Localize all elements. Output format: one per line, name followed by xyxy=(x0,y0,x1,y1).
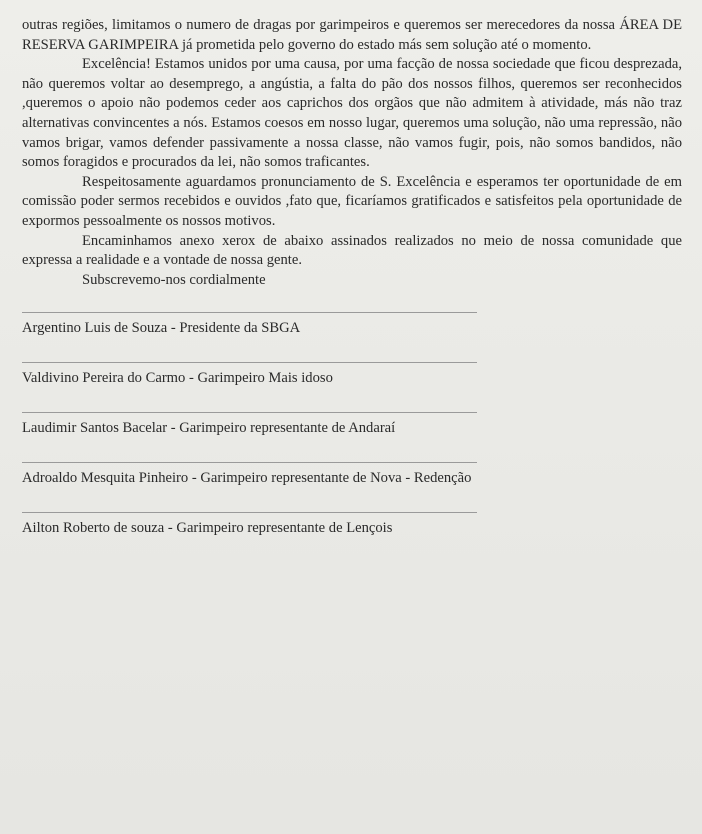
signature-name: Valdivino Pereira do Carmo - Garimpeiro Mais idoso xyxy=(22,370,333,387)
signature-line xyxy=(22,512,477,513)
signature-block xyxy=(22,362,682,388)
paragraph-2: Excelência! Estamos unidos por uma causa, por uma facção de nossa sociedade que ficou desprezada, não queremos voltar ao desemprego, a angústia, a falta do pão dos nossos filhos, queremos ser reconhecidos ,queremos o apoio não podemos ceder aos caprichos dos orgãos que não admitem à atividade, más não traz alternativas convincentes a nós. Estamos coesos em nosso lugar, queremos uma solução, não uma repressão, não vamos brigar, vamos defender passivamente a nossa classe, não vamos fugir, pois, não somos bandidos, não somos foragidos e procurados da lei, não somos traficantes. xyxy=(22,56,682,171)
signature-line xyxy=(22,312,477,313)
signature-name: Adroaldo Mesquita Pinheiro - Garimpeiro representante de Nova - Redenção xyxy=(22,470,472,487)
paragraph-1: outras regiões, limitamos o numero de dragas por garimpeiros e queremos ser merecedores da nossa ÁREA DE RESERVA GARIMPEIRA já prometida pelo governo do estado más sem solução até o momento. xyxy=(22,17,682,53)
signature-name: Ailton Roberto de souza - Garimpeiro representante de Lençois xyxy=(22,520,393,537)
signature-line xyxy=(22,362,477,363)
signature-block xyxy=(22,312,682,338)
signature-block xyxy=(22,412,682,438)
signature-name: Laudimir Santos Bacelar - Garimpeiro representante de Andaraí xyxy=(22,420,396,437)
signature-name: Argentino Luis de Souza - Presidente da SBGA xyxy=(22,320,301,337)
paragraph-3: Respeitosamente aguardamos pronunciamento de S. Excelência e esperamos ter oportunidade de em comissão poder sermos recebidos e ouvidos ,fato que, ficaríamos gratificados e satisfeitos pela oportunidade de expormos pessoalmente os nossos motivos. xyxy=(22,173,682,229)
paragraph-4: Encaminhamos anexo xerox de abaixo assinados realizados no meio de nossa comunidade que expressa a realidade e a vontade de nossa gente. xyxy=(22,232,682,269)
signature-list xyxy=(22,312,682,538)
letter-body xyxy=(22,16,682,290)
signature-block xyxy=(22,462,682,488)
signature-line xyxy=(22,462,477,463)
signature-block xyxy=(22,512,682,538)
signature-line xyxy=(22,412,477,413)
closing-line: Subscrevemo-nos cordialmente xyxy=(82,271,266,288)
